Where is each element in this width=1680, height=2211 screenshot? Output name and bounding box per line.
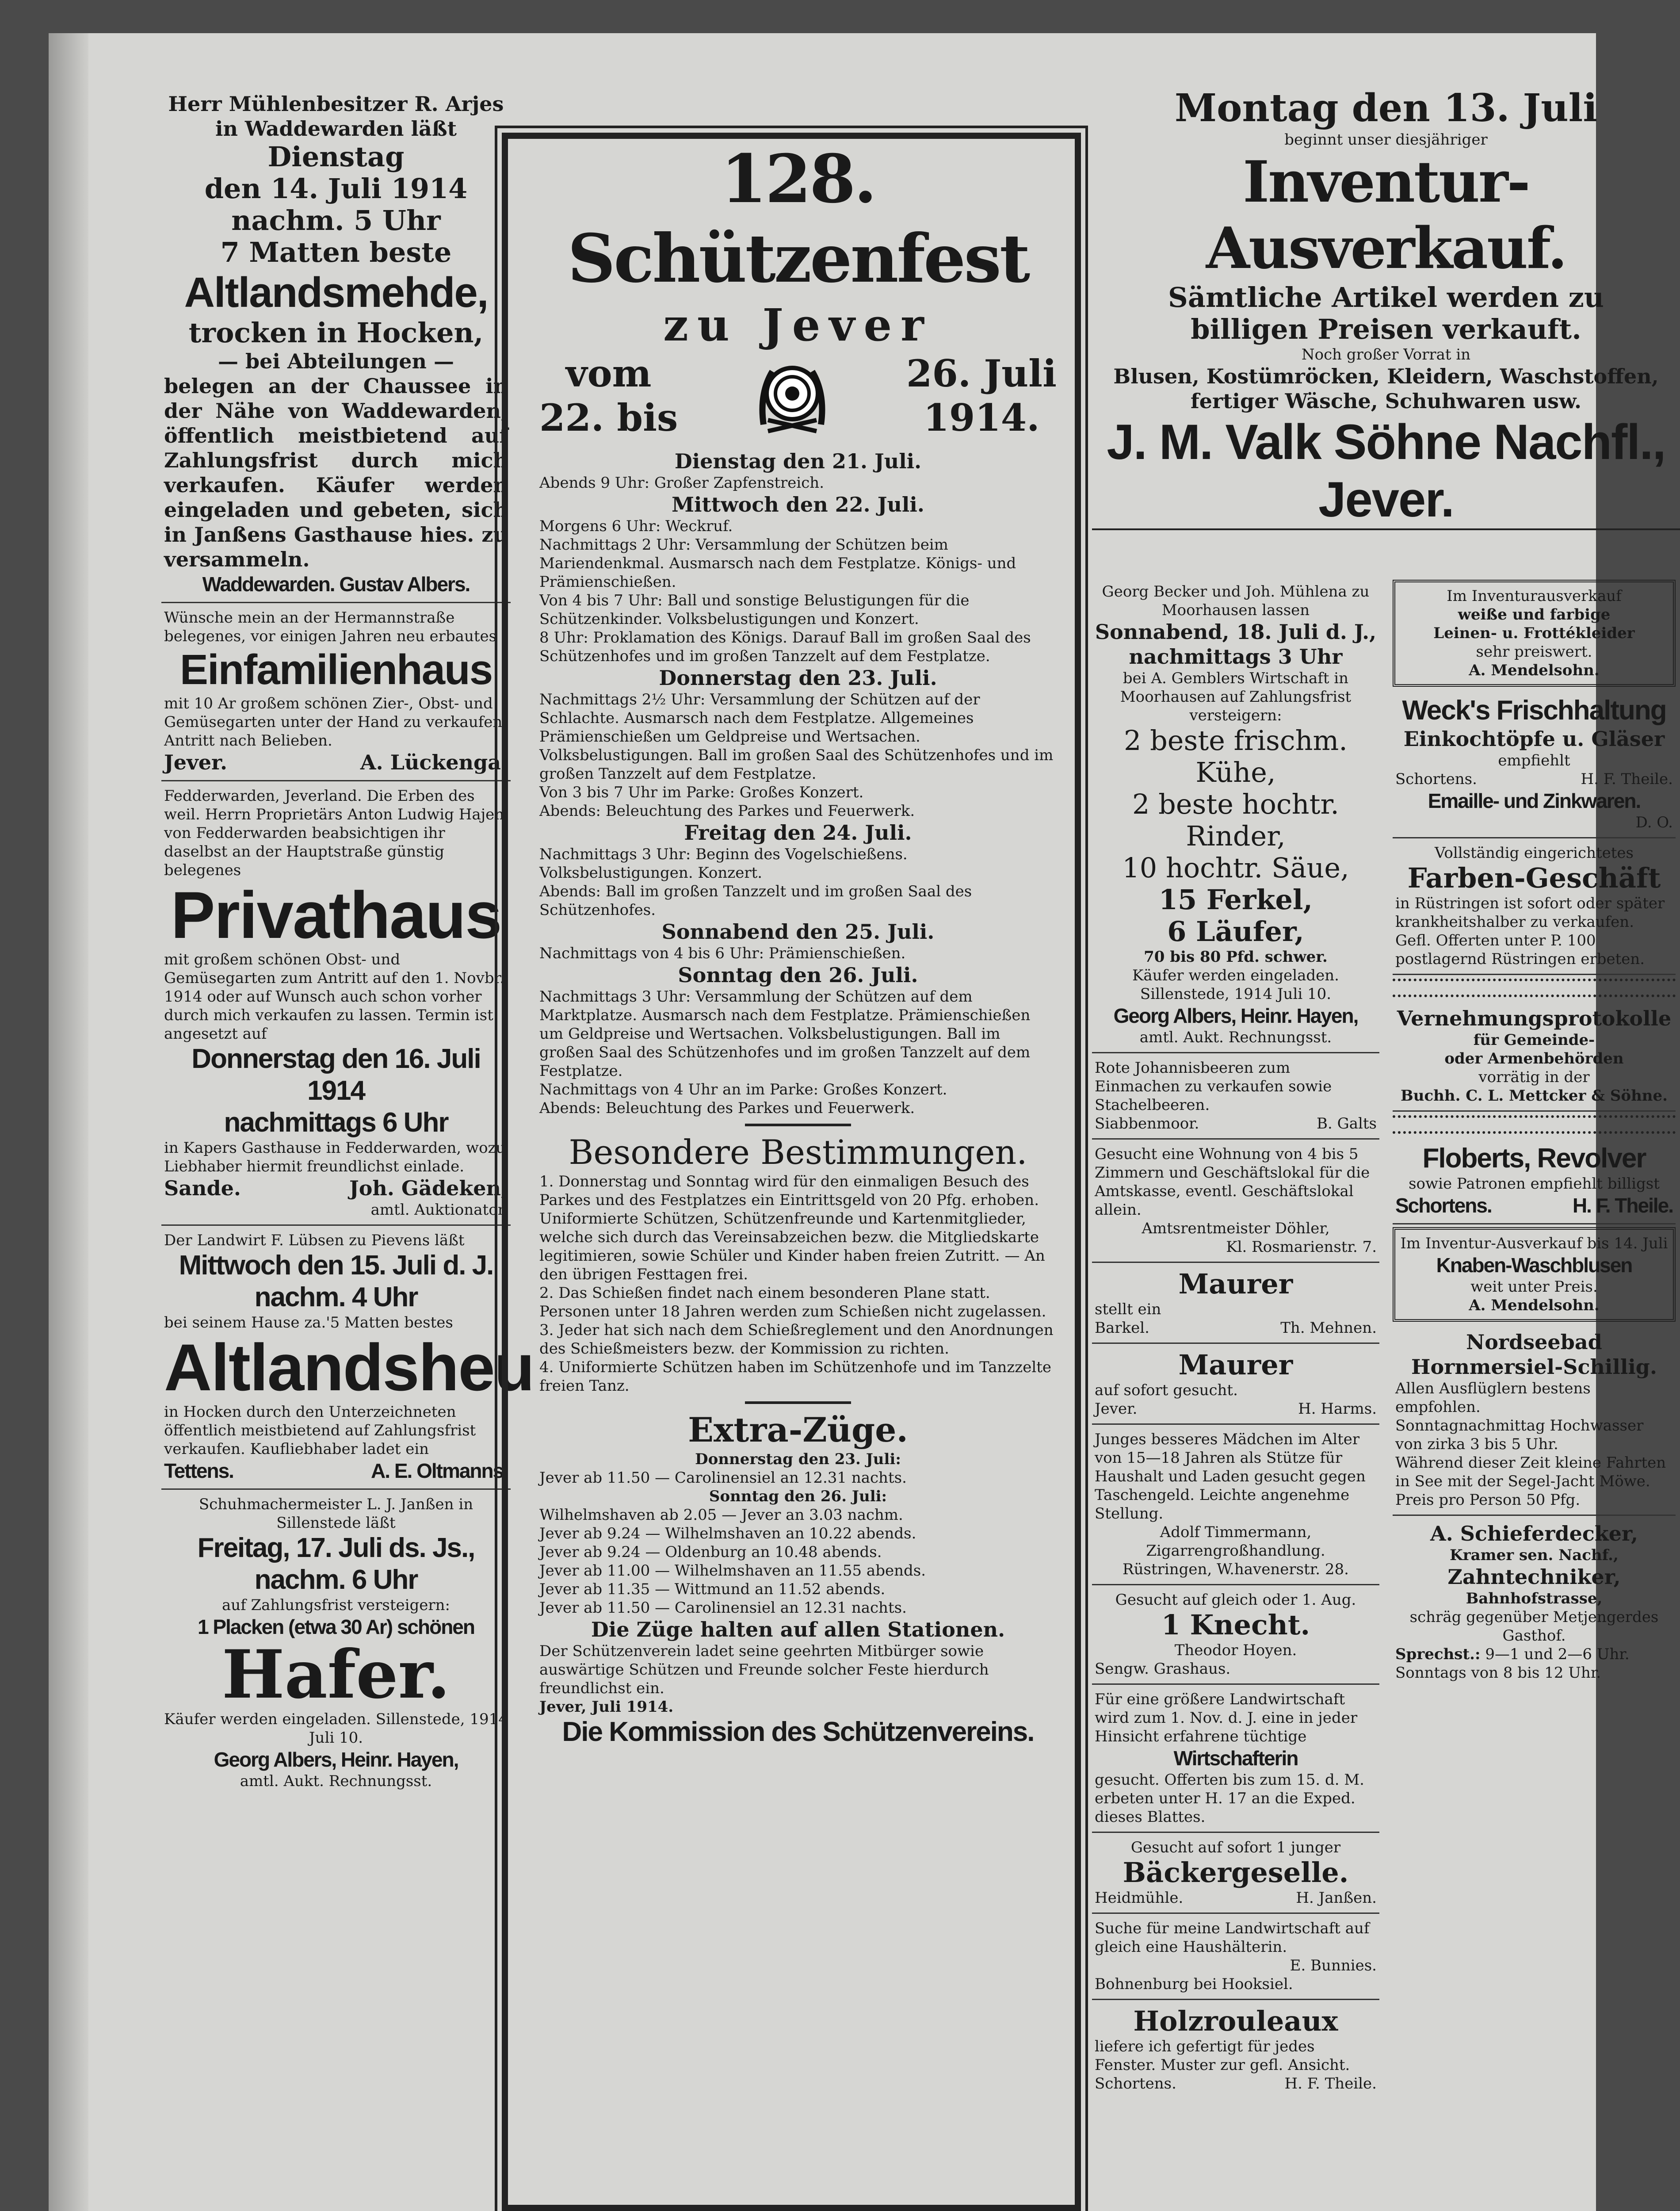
ad-sign: A. Mendelsohn. xyxy=(1469,1297,1600,1314)
ad-place: Bohnenburg bei Hooksiel. xyxy=(1095,1975,1293,1993)
ad-signature-row xyxy=(164,1458,508,1483)
ad-maurer-1 xyxy=(1092,1263,1379,1344)
ad-body: in Rüstringen ist sofort oder später krankheitshalber zu verkaufen. Gefl. Offerten unter P. 100 postlagernd Rüstringen erbeten. xyxy=(1395,895,1665,968)
ad-sign: Joh. Gädeken, xyxy=(349,1176,508,1200)
sale-line-5: fertiger Wäsche, Schuhwaren usw. xyxy=(1190,389,1582,413)
ad-addr2: schräg gegenüber Metjengerdes Gasthof. xyxy=(1409,1608,1659,1645)
ad-sign: Buchh. C. L. Mettcker & Söhne. xyxy=(1401,1087,1668,1105)
ad-intro: Vollständig eingerichtetes xyxy=(1434,844,1634,862)
ad-hours-label: Sprechst.: xyxy=(1395,1645,1481,1663)
ad-addr: Kl. Rosmarienstr. 7. xyxy=(1226,1238,1377,1256)
ad-maedchen xyxy=(1092,1425,1379,1585)
ad-sign: A. Mendelsohn. xyxy=(1469,662,1600,679)
ad-state: trocken in Hocken, xyxy=(188,317,484,349)
ad-place: Heidmühle. xyxy=(1095,1889,1184,1907)
ad-date: Mittwoch den 15. Juli d. J. xyxy=(179,1250,493,1281)
ad-role: amtl. Auktionator. xyxy=(370,1201,508,1219)
ad-body2: Sonntagnachmittag Hochwasser von zirka 3 bis 5 Uhr. xyxy=(1395,1417,1644,1453)
ad-date: Freitag, 17. Juli ds. Js., xyxy=(197,1533,475,1563)
closing-date: Jever, Juli 1914. xyxy=(539,1698,674,1716)
ad-body: Junges besseres Mädchen im Alter von 15—18 Jahren als Stütze für Haushalt und Laden gesucht gegen Taschengeld. Leichte angenehme Stellung. xyxy=(1095,1431,1366,1522)
ad-line: Im Inventurausverkauf xyxy=(1447,587,1622,605)
ad-role: amtl. Aukt. Rechnungsst. xyxy=(240,1772,432,1790)
ad-body2: gesucht. Offerten bis zum 15. d. M. erbeten unter H. 17 an die Exped. dieses Blattes. xyxy=(1095,1771,1364,1826)
ad-privathaus xyxy=(161,781,511,1226)
column-right-b xyxy=(1393,577,1676,1687)
train-entry: Jever ab 11.50 — Carolinensiel an 12.31 nachts. xyxy=(539,1599,907,1617)
ad-addr: Bahnhofstrasse, xyxy=(1466,1590,1603,1607)
ad-body: Gesucht auf sofort 1 junger xyxy=(1130,1839,1341,1856)
special-rule: 3. Jeder hat sich nach dem Schießreglement und den Anordnungen des Schießmeisters bezw. der Kommission zu richten. xyxy=(539,1321,1054,1358)
ad-intro: Georg Becker und Joh. Mühlena zu Moorhausen lassen xyxy=(1102,583,1370,619)
ad-body: Rote Johannisbeeren zum Einmachen zu verkaufen sowie Stachelbeeren. xyxy=(1095,1059,1332,1114)
ad-title: Maurer xyxy=(1178,1268,1293,1300)
ad-role: amtl. Aukt. Rechnungsst. xyxy=(1139,1029,1332,1046)
ad-wohnung xyxy=(1092,1140,1379,1263)
ad-place: Schortens. xyxy=(1395,1194,1492,1217)
program-day-heading: Sonntag den 26. Juli. xyxy=(678,963,918,987)
ad-title: Floberts, Revolver xyxy=(1422,1143,1646,1174)
program-day-heading: Mittwoch den 22. Juli. xyxy=(672,493,924,516)
fest-from-a: vom xyxy=(565,352,652,395)
ad-line: weit unter Preis. xyxy=(1470,1278,1598,1296)
ad-body2: Käufer werden eingeladen. Sillenstede, 1914 Juli 10. xyxy=(1132,967,1339,1003)
ad-place: Barkel. xyxy=(1095,1319,1149,1337)
ad-livestock xyxy=(1092,577,1379,1053)
fest-from-b: 22. bis xyxy=(539,396,678,440)
target-wreath-icon xyxy=(755,358,830,433)
ad-title: Maurer xyxy=(1178,1349,1293,1381)
program-day-heading: Sonnabend den 25. Juli. xyxy=(661,920,935,944)
ad-nordseebad xyxy=(1393,1324,1676,1516)
special-rule: 1. Donnerstag und Sonntag wird für den einmaligen Besuch des Parkes und des Festplatzes ein Eintrittsgeld von 20 Pfg. erhoben. Uniformierte Schützen, Schützenfreunde und Kartenmitglieder, welche sich durch das Vereinsabzeichen bezw. die Mitgliedskarte legitimieren, sowie Schüler und Kinder haben freien Zutritt. — An den übrigen Festtagen frei. xyxy=(539,1173,1045,1283)
fest-to-a: 26. Juli xyxy=(906,352,1057,395)
fest-program xyxy=(517,440,1079,1117)
ad-title: Wirtschafterin xyxy=(1173,1747,1298,1770)
ad-title: Nordseebad xyxy=(1466,1330,1602,1354)
special-rule: 2. Das Schießen findet nach einem besonderen Plane statt. Personen unter 18 Jahren werden zum Schießen nicht zugelassen. xyxy=(539,1284,1046,1320)
ad-weck xyxy=(1393,689,1676,838)
ad-body3: Während dieser Zeit kleine Fahrten in See mit der Segel-Jacht Möwe. Preis pro Person 50 Pfg. xyxy=(1395,1454,1666,1509)
special-title: Besondere Bestimmungen. xyxy=(569,1132,1027,1172)
ad-role: Zahntechniker, xyxy=(1447,1565,1621,1589)
ad-date: Sonnabend, 18. Juli d. J., xyxy=(1095,620,1377,644)
trains-title: Extra-Züge. xyxy=(688,1410,908,1450)
ad-sign: B. Galts xyxy=(1316,1115,1377,1132)
ad-body: liefere ich gefertigt für jedes Fenster. Muster zur gefl. Ansicht. xyxy=(1095,2038,1350,2074)
fest-dates xyxy=(517,352,1079,440)
ad-item: Altlandsheu xyxy=(164,1330,534,1404)
ad-leinenkleider xyxy=(1393,580,1676,687)
train-entry: Jever ab 9.24 — Oldenburg an 10.48 abends. xyxy=(539,1543,882,1561)
ad-line: 10 hochtr. Säue, xyxy=(1122,852,1349,884)
ad-sign: H. Janßen. xyxy=(1296,1889,1377,1907)
program-entry: Nachmittags von 4 Uhr an im Parke: Großes Konzert. xyxy=(539,1081,947,1098)
trains-day2: Sonntag den 26. Juli: xyxy=(709,1488,887,1505)
sale-title: Inventur-Ausverkauf. xyxy=(1206,149,1566,282)
ad-line: 15 Ferkel, xyxy=(1158,884,1313,916)
trains-day1: Donnerstag den 23. Juli: xyxy=(695,1450,901,1468)
ad-item: Privathaus xyxy=(171,878,501,952)
ad-wirtschafterin xyxy=(1092,1685,1379,1833)
ad-title: A. Schieferdecker, xyxy=(1430,1522,1638,1545)
fest-subtitle: zu Jever xyxy=(663,299,933,351)
ad-baeckergeselle xyxy=(1092,1833,1379,1914)
sale-date: Montag den 13. Juli xyxy=(1174,86,1598,130)
ad-signature-row xyxy=(164,1176,508,1201)
ad-intro: Fedderwarden, Jeverland. Die Erben des weil. Herrn Proprietärs Anton Ludwig Hajen von Fedderwarden beabsichtigen ihr daselbst an der Hauptstraße günstig belegenes xyxy=(164,787,504,879)
divider xyxy=(745,1124,851,1126)
program-entry: 8 Uhr: Proklamation des Königs. Darauf Ball im großen Saal des Schützenhofes und im großen Tanzzelt auf dem Festplatze. xyxy=(539,629,1031,665)
ad-body: auf Zahlungsfrist versteigern: xyxy=(221,1596,451,1614)
ad-place: Tettens. xyxy=(164,1459,233,1482)
ad-line: 2 beste hochtr. Rinder, xyxy=(1132,788,1340,852)
program-entry: Nachmittags von 4 bis 6 Uhr: Prämienschießen. xyxy=(539,945,906,962)
ad-sub: — bei Abteilungen — xyxy=(218,349,454,373)
ad-sign: H. Harms. xyxy=(1298,1400,1377,1418)
program-entry: Von 4 bis 7 Uhr: Ball und sonstige Belustigungen für die Schützenkinder. Volksbelustigungen und Konzert. xyxy=(539,592,970,628)
special-list xyxy=(517,1172,1079,1395)
train-entry: Jever ab 11.00 — Wilhelmshaven an 11.55 abends. xyxy=(539,1562,926,1580)
ad-sign: Waddewarden. Gustav Albers. xyxy=(202,573,470,596)
ad-title: Bäckergeselle. xyxy=(1123,1856,1349,1889)
sale-line-4: Blusen, Kostümröcken, Kleidern, Waschstoffen, xyxy=(1113,364,1659,388)
ad-body: mit großem schönen Obst- und Gemüsegarten zum Antritt auf den 1. Novbr. 1914 oder auf Wunsch auch schon vorher durch mich verkaufen zu lassen. Termin ist angesetzt auf xyxy=(164,951,504,1043)
ad-sign: Amtsrentmeister Döhler, xyxy=(1142,1220,1330,1237)
ad-title: Farben-Geschäft xyxy=(1407,862,1661,894)
ad-date: Donnerstag den 16. Juli 1914 xyxy=(191,1044,481,1106)
ad-sign: Theodor Hoyen. xyxy=(1174,1641,1297,1659)
ornament-divider xyxy=(1393,979,1676,997)
ad-body2: in Kapers Gasthause in Fedderwarden, wozu Liebhaber hiermit freundlichst einlade. xyxy=(164,1139,506,1175)
ad-line: sehr preiswert. xyxy=(1476,643,1592,661)
ad-title: Weck's Frischhaltung xyxy=(1402,695,1666,726)
closing-sign: Die Kommission des Schützenvereins. xyxy=(562,1717,1034,1747)
ad-sub: oder Armenbehörden xyxy=(1444,1050,1624,1067)
ad-place: Sande. xyxy=(164,1176,241,1200)
trains-section xyxy=(517,1450,1079,1748)
column-schuetzenfest xyxy=(517,104,1079,1748)
ad-body: Allen Ausflüglern bestens empfohlen. xyxy=(1395,1380,1591,1416)
program-entry: Morgens 6 Uhr: Weckruf. xyxy=(539,517,733,535)
train-entry: Jever ab 9.24 — Wilhelmshaven an 10.22 abends. xyxy=(539,1525,916,1542)
ad-body: Gesucht eine Wohnung von 4 bis 5 Zimmern und Geschäftslokal für die Amtskasse, eventl. Geschäftslokal allein. xyxy=(1095,1145,1370,1219)
program-entry: Von 3 bis 7 Uhr im Parke: Großes Konzert. xyxy=(539,784,864,801)
ad-sign: Georg Albers, Heinr. Hayen, xyxy=(214,1748,458,1771)
program-day-heading: Dienstag den 21. Juli. xyxy=(674,449,922,473)
program-day-heading: Donnerstag den 23. Juli. xyxy=(659,666,937,690)
program-entry: Abends: Ball im großen Tanzzelt und im großen Saal des Schützenhofes. xyxy=(539,883,972,919)
ad-hours: 9—1 und 2—6 Uhr. Sonntags von 8 bis 12 Uhr. xyxy=(1395,1645,1630,1682)
ad-sign: H. F. Theile. xyxy=(1581,770,1673,788)
ad-sign2: D. O. xyxy=(1635,814,1673,831)
ad-body: Für eine größere Landwirtschaft wird zum 1. Nov. d. J. eine in jeder Hinsicht erfahrene tüchtige xyxy=(1095,1691,1358,1745)
ad-role: Zigarrengroßhandlung. xyxy=(1146,1542,1325,1560)
trains-note: Die Züge halten auf allen Stationen. xyxy=(591,1618,1005,1641)
ad-sign: Georg Albers, Heinr. Hayen, xyxy=(1113,1004,1358,1027)
ad-body2: Käufer werden eingeladen. Sillenstede, 1914 Juli 10. xyxy=(164,1710,508,1747)
ad-intro: Der Landwirt F. Lübsen zu Pievens läßt xyxy=(164,1232,465,1249)
ad-knecht xyxy=(1092,1585,1379,1685)
program-entry: Nachmittags 3 Uhr: Beginn des Vogelschießens. Volksbelustigungen. Konzert. xyxy=(539,845,908,882)
column-right-a xyxy=(1092,577,1379,2098)
ad-sign: Th. Mehnen. xyxy=(1280,1319,1377,1337)
program-day-heading: Freitag den 24. Juli. xyxy=(684,821,912,845)
ad-sub: Einkochtöpfe u. Gläser xyxy=(1403,727,1665,751)
ad-sub: Kramer sen. Nachf., xyxy=(1450,1546,1619,1564)
ad-place: Sengw. Grashaus. xyxy=(1095,1660,1231,1678)
train-entry: Wilhelmshaven ab 2.05 — Jever an 3.03 nachm. xyxy=(539,1506,903,1524)
ad-title: 1 Knecht. xyxy=(1161,1609,1310,1641)
ad-item: Altlandsmehde, xyxy=(184,269,488,316)
ad-title: Knaben-Waschblusen xyxy=(1436,1254,1632,1277)
ad-body: mit 10 Ar großem schönen Zier-, Obst- und Gemüsegarten unter der Hand zu verkaufen. Antritt nach Belieben. xyxy=(164,695,508,750)
sale-sub: beginnt unser diesjähriger xyxy=(1284,131,1488,149)
ad-line: Im Inventur-Ausverkauf bis 14. Juli xyxy=(1400,1235,1668,1252)
ad-johannisbeeren xyxy=(1092,1053,1379,1140)
ad-sign: H. F. Theile. xyxy=(1284,2075,1377,2092)
ad-place: Siabbenmoor. xyxy=(1095,1115,1199,1132)
fest-to-b: 1914. xyxy=(923,396,1040,440)
ad-time: nachm. 5 Uhr xyxy=(231,204,441,237)
ad-line: 6 Läufer, xyxy=(1167,915,1304,948)
ad-place: Schortens. xyxy=(1095,2075,1176,2092)
sale-line-1: Sämtliche Artikel werden zu xyxy=(1168,281,1604,314)
ad-item: Hafer. xyxy=(221,1636,451,1714)
ad-line: 2 beste frischm. Kühe, xyxy=(1123,724,1348,788)
program-entry: Abends: Beleuchtung des Parkes und Feuerwerk. xyxy=(539,1099,915,1117)
ad-sign: E. Bunnies. xyxy=(1290,1957,1377,1974)
ad-title: Holzrouleaux xyxy=(1133,2005,1338,2037)
ad-line: Leinen- u. Frottékleider xyxy=(1433,624,1635,642)
column-right-top xyxy=(1092,86,1680,530)
program-entry: Nachmittags 3 Uhr: Versammlung der Schützen auf dem Marktplatze. Ausmarsch nach dem Festplatze. Prämienschießen um Geldpreise und Wertsachen. Volksbelustigungen. Ball im großen Saal des Schützenhofes und im großen Tanzzelt auf dem Festplatze. xyxy=(539,988,1031,1080)
ad-line: weiße und farbige xyxy=(1458,606,1611,624)
ad-sign: H. F. Theile. xyxy=(1572,1194,1673,1217)
ad-body: auf sofort gesucht. xyxy=(1095,1381,1238,1399)
program-entry: Abends 9 Uhr: Großer Zapfenstreich. xyxy=(539,474,825,492)
ad-day: Dienstag xyxy=(267,141,405,173)
ad-farbengeschaeft xyxy=(1393,838,1676,975)
program-entry: Nachmittags 2 Uhr: Versammlung der Schützen beim Mariendenkmal. Ausmarsch nach dem Festplatze. Königs- und Prämienschießen. xyxy=(539,536,1016,591)
ad-body: belegen an der Chaussee in der Nähe von Waddewarden, öffentlich meistbietend auf Zahlungsfrist durch mich verkaufen. Käufer werden eingeladen und gebeten, sich in Janßens Gasthause hies. zu versammeln. xyxy=(164,374,508,571)
ad-body: vorrätig in der xyxy=(1478,1068,1590,1086)
divider xyxy=(745,1401,851,1404)
ad-body: bei seinem Hause za.'5 Matten bestes xyxy=(164,1314,453,1331)
ad-intro: Schuhmachermeister L. J. Janßen in Sillenstede läßt xyxy=(199,1496,473,1532)
ad-body: sowie Patronen empfiehlt billigst xyxy=(1409,1175,1660,1193)
program-entry: Nachmittags 2½ Uhr: Versammlung der Schützen auf der Schlachte. Ausmarsch nach dem Festplatze. Allgemeines Prämienschießen um Geldpreise und Wertsachen. Volksbelustigungen. Ball im großen Saal des Schützenhofes und im großen Tanzzelt auf dem Festplatze. xyxy=(539,691,1054,783)
ad-place: Schortens. xyxy=(1395,770,1477,788)
ad-floberts xyxy=(1393,1137,1676,1224)
special-rule: 4. Uniformierte Schützen haben im Schützenhofe und im Tanzzelte freien Tanz. xyxy=(539,1358,1051,1395)
ad-altlandsheu xyxy=(161,1226,534,1490)
ad-body: stellt ein xyxy=(1095,1301,1161,1318)
sale-firm: J. M. Valk Söhne Nachfl., Jever. xyxy=(1092,413,1680,530)
newspaper-page xyxy=(49,33,1673,2211)
closing-text: Der Schützenverein ladet seine geehrten Mitbürger sowie auswärtige Schützen und Freunde solcher Feste hierdurch freundlichst ein. xyxy=(539,1642,989,1697)
sale-line-2: billigen Preisen verkauft. xyxy=(1191,313,1581,345)
ad-time: nachmittags 3 Uhr xyxy=(1129,645,1343,669)
ad-sign: A. Lückenga. xyxy=(360,750,508,774)
ad-sub: für Gemeinde- xyxy=(1473,1031,1595,1049)
ad-holzrouleaux xyxy=(1092,2000,1379,2098)
ad-haushaelterin xyxy=(1092,1914,1379,2000)
ad-intro: Wünsche mein an der Hermannstraße belegenes, vor einigen Jahren neu erbautes xyxy=(164,609,497,645)
train-entry: Jever ab 11.50 — Carolinensiel an 12.31 nachts. xyxy=(539,1469,907,1487)
ad-qty: 1 Placken (etwa 30 Ar) schönen xyxy=(197,1615,474,1638)
ad-signature-row xyxy=(164,750,508,775)
ad-date: den 14. Juli 1914 xyxy=(204,172,468,205)
ad-vernehmungsprotokolle xyxy=(1393,1001,1676,1112)
ad-maurer-2 xyxy=(1092,1344,1379,1425)
ad-item: Einfamilienhaus xyxy=(179,646,493,693)
ad-schieferdecker xyxy=(1393,1516,1676,1687)
ad-body: bei A. Gemblers Wirtschaft in Moorhausen auf Zahlungsfrist versteigern: xyxy=(1120,669,1352,724)
ad-body2: in Hocken durch den Unterzeichneten öffentlich meistbietend auf Zahlungsfrist verkaufen. Kaufliebhaber ladet ein xyxy=(164,1403,476,1458)
ad-title2: Emaille- und Zinkwaren. xyxy=(1428,789,1641,812)
ad-body: Gesucht auf gleich oder 1. Aug. xyxy=(1115,1591,1356,1609)
sale-line-3: Noch großer Vorrat in xyxy=(1301,346,1471,363)
trains-list-1 xyxy=(539,1469,1057,1487)
column-left xyxy=(161,86,534,1796)
book-spine xyxy=(49,33,88,2211)
ad-line: 70 bis 80 Pfd. schwer. xyxy=(1144,948,1328,966)
ad-altlandsmehde xyxy=(161,86,511,603)
ad-body: empfiehlt xyxy=(1498,752,1570,769)
ad-einfamilienhaus xyxy=(161,603,511,781)
ad-intro: Herr Mühlenbesitzer R. Arjes in Waddewarden läßt xyxy=(168,92,504,141)
ad-body: Suche für meine Landwirtschaft auf gleich eine Haushälterin. xyxy=(1095,1920,1370,1956)
ad-sign: Adolf Timmermann, xyxy=(1160,1523,1312,1541)
train-entry: Jever ab 11.35 — Wittmund an 11.52 abends. xyxy=(539,1580,886,1598)
ad-count: 7 Matten beste xyxy=(220,236,452,268)
ad-hafer xyxy=(161,1490,511,1796)
ad-knaben-waschblusen xyxy=(1393,1227,1676,1322)
ad-addr: Rüstringen, W.havenerstr. 28. xyxy=(1123,1561,1349,1578)
ad-title2: Hornmersiel-Schillig. xyxy=(1411,1355,1657,1379)
fest-title: 128. Schützenfest xyxy=(567,140,1029,298)
ad-title: Vernehmungsprotokolle xyxy=(1397,1006,1672,1030)
ad-time: nachmittags 6 Uhr xyxy=(224,1107,448,1138)
program-entry: Abends: Beleuchtung des Parkes und Feuerwerk. xyxy=(539,802,915,820)
ad-sign: A. E. Oltmanns. xyxy=(371,1459,508,1482)
ad-place: Jever. xyxy=(1095,1400,1138,1418)
trains-list-2 xyxy=(539,1506,1057,1617)
ad-time: nachm. 4 Uhr xyxy=(254,1282,418,1312)
ad-time: nachm. 6 Uhr xyxy=(254,1565,418,1595)
ad-place: Jever. xyxy=(164,750,228,774)
ornament-divider xyxy=(1393,1115,1676,1134)
